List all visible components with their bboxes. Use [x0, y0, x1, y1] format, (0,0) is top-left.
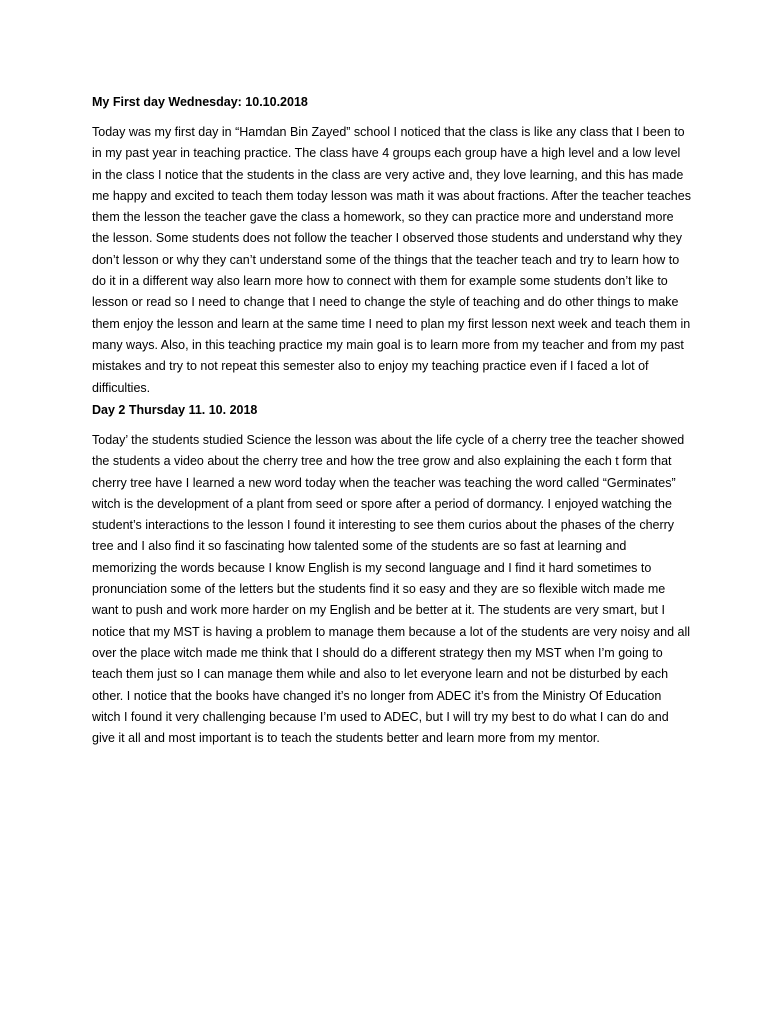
- entry-heading: Day 2 Thursday 11. 10. 2018: [92, 403, 258, 417]
- entry-heading: My First day Wednesday: 10.10.2018: [92, 95, 308, 109]
- entry-body-paragraph: Today’ the students studied Science the lesson was about the life cycle of a cherry tree the teacher showed the students a video about the cherry tree and how the tree grow and also explaining the each t form that cherry tree have I learned a new word today when the teacher was teaching the word called “Germinates” witch is the development of a plant from seed or spore after a period of dormancy. I enjoyed watching the student’s interactions to the lesson I found it interesting to see them curios about the phases of the cherry tree and I also find it so fascinating how talented some of the students are so fast at learning and memorizing the words because I know English is my second language and I find it hard sometimes to pronunciation some of the letters but the students find it so easy and they are so flexible witch made me want to push and work more harder on my English and be better at it. The students are very smart, but I notice that my MST is having a problem to manage them because a lot of the students are very noisy and all over the place witch made me think that I should do a different strategy then my MST when I’m going to teach them just so I can manage them while and also to let everyone learn and not be disturbed by each other. I notice that the books have changed it’s no longer from ADEC it’s from the Ministry Of Education witch I found it very challenging because I’m used to ADEC, but I will try my best to do what I can do and give it all and most important is to teach the students better and learn more from my mentor.: [92, 433, 691, 746]
- journal-entry-day-2: [92, 402, 692, 749]
- entry-body-paragraph: Today was my first day in “Hamdan Bin Zayed” school I noticed that the class is like any class that I been to in my past year in teaching practice. The class have 4 groups each group have a high level and a low level in the class I notice that the students in the class are very active and, they love learning, and this has made me happy and excited to teach them today lesson was math it was about fractions. After the teacher teaches them the lesson the teacher gave the class a homework, so they can practice more and understand more the lesson. Some students does not follow the teacher I observed those students and understand why they don’t lesson or why they can’t understand some of the things that the teacher teach and try to learn how to do it in a different way also learn more how to connect with them for example some students don’t like to lesson or read so I need to change that I need to change the style of teaching and do other things to make them enjoy the lesson and learn at the same time I need to plan my first lesson next week and teach them in many ways. Also, in this teaching practice my main goal is to learn more from my teacher and from my past mistakes and try to not repeat this semester also to enjoy my teaching practice even if I faced a lot of difficulties.: [92, 125, 691, 395]
- journal-entry-day-1: [92, 94, 692, 399]
